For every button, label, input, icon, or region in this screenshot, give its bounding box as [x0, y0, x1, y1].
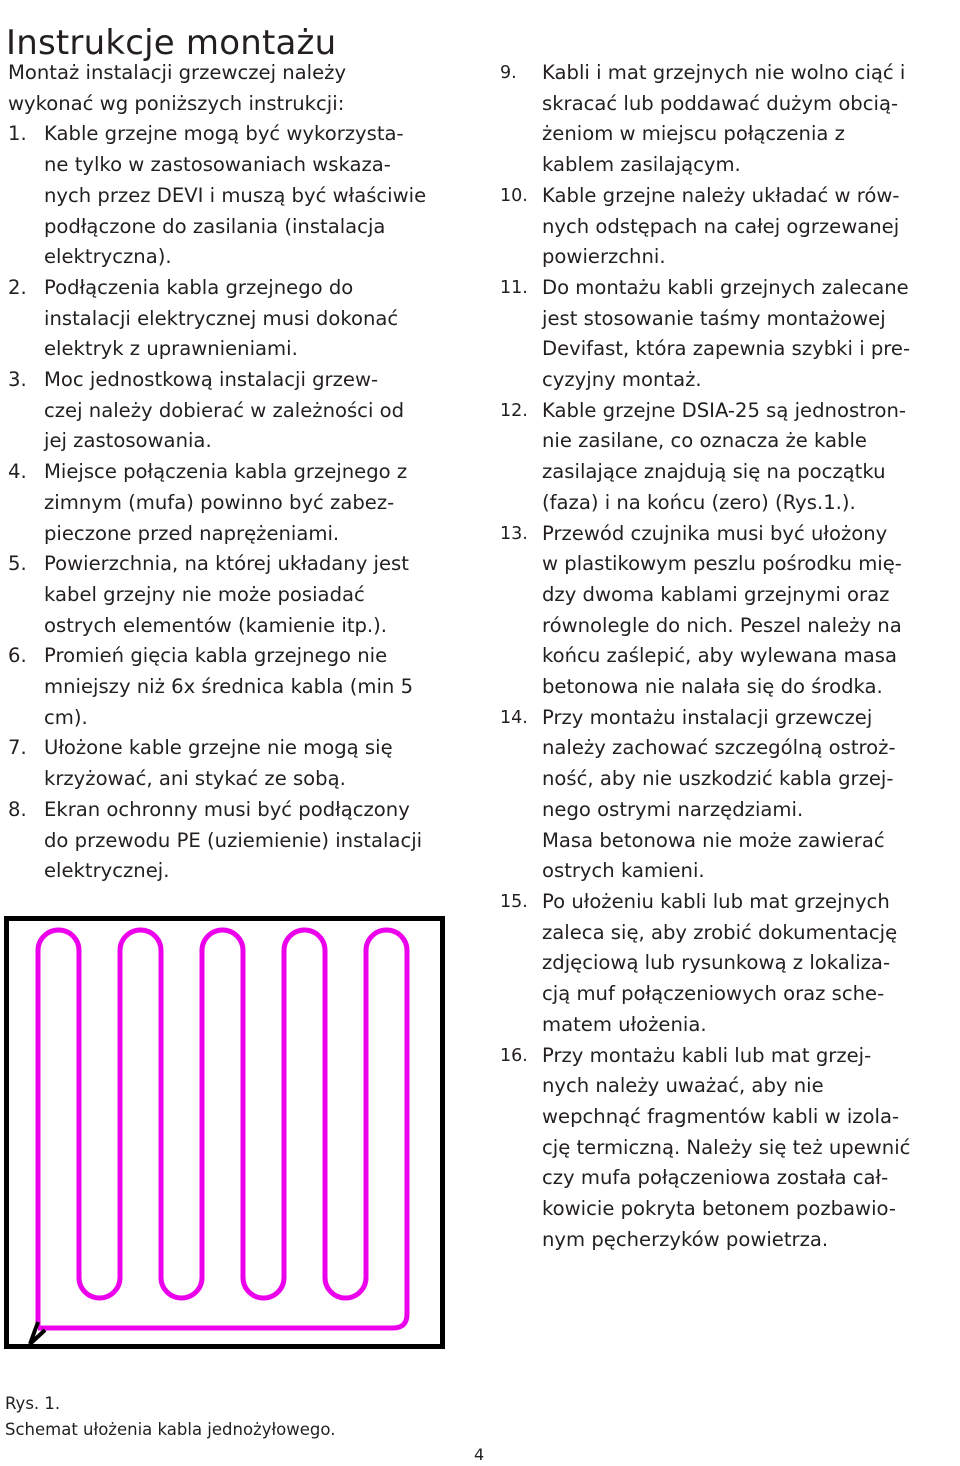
page-title: Instrukcje montażu	[6, 22, 337, 63]
instruction-number: 4.	[8, 460, 27, 484]
instruction-text-line: zimnym (mufa) powinno być zabez-	[44, 490, 395, 514]
instruction-item	[500, 703, 956, 887]
instruction-text-line: cję termiczną. Należy się też upewnić	[542, 1135, 911, 1159]
instruction-text-line: końcu zaślepić, aby wylewana masa	[542, 644, 897, 668]
instruction-text-line: ność, aby nie uszkodzić kabla grzej-	[542, 767, 894, 791]
instruction-item	[500, 181, 956, 273]
instruction-number: 3.	[8, 368, 27, 392]
instruction-item	[8, 273, 463, 365]
instruction-text-line: kowicie pokryta betonem pozbawio-	[542, 1197, 896, 1221]
floor-area-frame	[7, 919, 443, 1347]
instruction-item	[8, 365, 463, 457]
instruction-text-line: czej należy dobierać w zależności od	[44, 398, 405, 422]
instruction-text-line: Po ułożeniu kabli lub mat grzejnych	[542, 889, 890, 913]
instruction-text-line: skracać lub poddawać dużym obcią-	[542, 91, 899, 115]
instruction-text-line: dzy dwoma kablami grzejnymi oraz	[542, 582, 890, 606]
instruction-number: 2.	[8, 275, 27, 299]
instruction-number: 10.	[500, 185, 528, 206]
instruction-text-line: pieczone przed naprężeniami.	[44, 521, 340, 545]
instruction-text-line: nych odstępach na całej ogrzewanej	[542, 214, 900, 238]
instruction-text-line: nych należy uważać, aby nie	[542, 1074, 824, 1098]
instruction-number: 12.	[500, 400, 528, 421]
instruction-text-line: (faza) i na końcu (zero) (Rys.1.).	[542, 490, 856, 514]
instruction-item	[8, 733, 463, 794]
instruction-item	[500, 519, 956, 703]
instruction-text-line: Przewód czujnika musi być ułożony	[542, 521, 888, 545]
instruction-text-line: instalacji elektrycznej musi dokonać	[44, 306, 399, 330]
instruction-number: 9.	[500, 63, 517, 83]
instruction-item	[8, 119, 463, 273]
instruction-text-line: wepchnąć fragmentów kabli w izola-	[542, 1104, 900, 1128]
instruction-text-line: elektryk z uprawnieniami.	[44, 337, 298, 361]
instruction-number: 5.	[8, 552, 27, 576]
instruction-item	[8, 795, 463, 887]
instruction-number: 1.	[8, 122, 27, 146]
instruction-text-line: należy zachować szczególną ostroż-	[542, 736, 896, 760]
instruction-text-line: Ekran ochronny musi być podłączony	[44, 797, 410, 821]
instruction-text-line: zdjęciową lub rysunkową z lokaliza-	[542, 951, 891, 975]
instruction-item	[500, 273, 956, 396]
instruction-text-line: powierzchni.	[542, 245, 666, 269]
instruction-text-line: Przy montażu kabli lub mat grzej-	[542, 1043, 872, 1067]
instruction-text-line: kablem zasilającym.	[542, 153, 741, 177]
instruction-text-line: cm).	[44, 705, 88, 729]
instruction-text-line: nie zasilane, co oznacza że kable	[542, 429, 867, 453]
instruction-number: 16.	[500, 1045, 528, 1066]
instruction-text-line: jej zastosowania.	[44, 429, 212, 453]
instruction-text-line: Miejsce połączenia kabla grzejnego z	[44, 460, 408, 484]
instruction-text-line: Przy montażu instalacji grzewczej	[542, 705, 873, 729]
instruction-number: 13.	[500, 523, 528, 544]
instruction-text-line: Promień gięcia kabla grzejnego nie	[44, 644, 388, 668]
figure-caption	[5, 1391, 335, 1443]
instruction-number: 15.	[500, 891, 528, 912]
intro-text	[8, 58, 463, 119]
instruction-number: 8.	[8, 797, 27, 821]
instruction-text-line: nego ostrymi narzędziami.	[542, 797, 804, 821]
instruction-text-line: ostrych kamieni.	[542, 859, 705, 883]
instruction-text-line: podłączone do zasilania (instalacja	[44, 214, 386, 238]
instruction-text-line: Ułożone kable grzejne nie mogą się	[44, 736, 393, 760]
figure-caption-text: Schemat ułożenia kabla jednożyłowego.	[5, 1420, 336, 1439]
instruction-number: 14.	[500, 707, 528, 728]
instruction-text-line: krzyżować, ani stykać ze sobą.	[44, 767, 346, 791]
instruction-number: 11.	[500, 277, 528, 298]
instruction-item	[500, 58, 956, 181]
instruction-text-line: elektryczna).	[44, 245, 172, 269]
intro-line: wykonać wg poniższych instrukcji:	[8, 91, 345, 115]
instruction-text-line: żeniom w miejscu połączenia z	[542, 122, 845, 146]
instruction-text-line: w plastikowym peszlu pośrodku mię-	[542, 552, 902, 576]
instruction-text-line: równolegle do nich. Peszel należy na	[542, 613, 902, 637]
instruction-text-line: Powierzchnia, na której układany jest	[44, 552, 409, 576]
instruction-number: 6.	[8, 644, 27, 668]
page-number: 4	[474, 1445, 485, 1464]
instruction-text-line: Do montażu kabli grzejnych zalecane	[542, 275, 909, 299]
instruction-text-line: jest stosowanie taśmy montażowej	[542, 306, 886, 330]
heating-cable-serpentine	[38, 930, 407, 1328]
instruction-text-line: zaleca się, aby zrobić dokumentację	[542, 920, 898, 944]
instruction-item	[8, 549, 463, 641]
instruction-text-line: Kable grzejne należy układać w rów-	[542, 183, 900, 207]
instruction-item	[500, 1041, 956, 1256]
instruction-text-line: ne tylko w zastosowaniach wskaza-	[44, 153, 391, 177]
instruction-text-line: Devifast, która zapewnia szybki i pre-	[542, 337, 911, 361]
instruction-text-line: Masa betonowa nie może zawierać	[542, 828, 885, 852]
instruction-text-line: do przewodu PE (uziemienie) instalacji	[44, 828, 423, 852]
instruction-text-line: elektrycznej.	[44, 859, 170, 883]
instruction-text-line: zasilające znajdują się na początku	[542, 460, 886, 484]
intro-line: Montaż instalacji grzewczej należy	[8, 61, 347, 84]
instruction-text-line: Podłączenia kabla grzejnego do	[44, 275, 354, 299]
instruction-text-line: cyzyjny montaż.	[542, 368, 702, 392]
instruction-text-line: Kable grzejne mogą być wykorzysta-	[44, 122, 404, 146]
instruction-text-line: ostrych elementów (kamienie itp.).	[44, 613, 388, 637]
instruction-text-line: czy mufa połączeniowa została cał-	[542, 1166, 889, 1190]
instruction-text-line: Kable grzejne DSIA-25 są jednostron-	[542, 398, 906, 422]
instruction-text-line: matem ułożenia.	[542, 1012, 707, 1036]
instruction-list-left	[8, 119, 463, 887]
left-column	[8, 58, 463, 887]
instruction-text-line: betonowa nie nalała się do środka.	[542, 675, 883, 699]
instruction-item	[500, 396, 956, 519]
cable-layout-diagram	[0, 912, 452, 1352]
instruction-item	[8, 457, 463, 549]
instruction-text-line: nym pęcherzyków powietrza.	[542, 1227, 829, 1251]
instruction-item	[500, 887, 956, 1041]
figure-label: Rys. 1.	[5, 1394, 61, 1413]
cable-connection-mark	[30, 1322, 45, 1344]
instruction-item	[8, 641, 463, 733]
instruction-text-line: Kabli i mat grzejnych nie wolno ciąć i	[542, 61, 906, 84]
right-column	[500, 58, 956, 1255]
instruction-number: 7.	[8, 736, 27, 760]
instruction-text-line: nych przez DEVI i muszą być właściwie	[44, 183, 427, 207]
instruction-text-line: cją muf połączeniowych oraz sche-	[542, 982, 885, 1006]
instruction-text-line: Moc jednostkową instalacji grzew-	[44, 368, 379, 392]
instruction-text-line: mniejszy niż 6x średnica kabla (min 5	[44, 675, 414, 699]
instruction-list-right	[500, 58, 956, 1255]
instruction-text-line: kabel grzejny nie może posiadać	[44, 582, 365, 606]
